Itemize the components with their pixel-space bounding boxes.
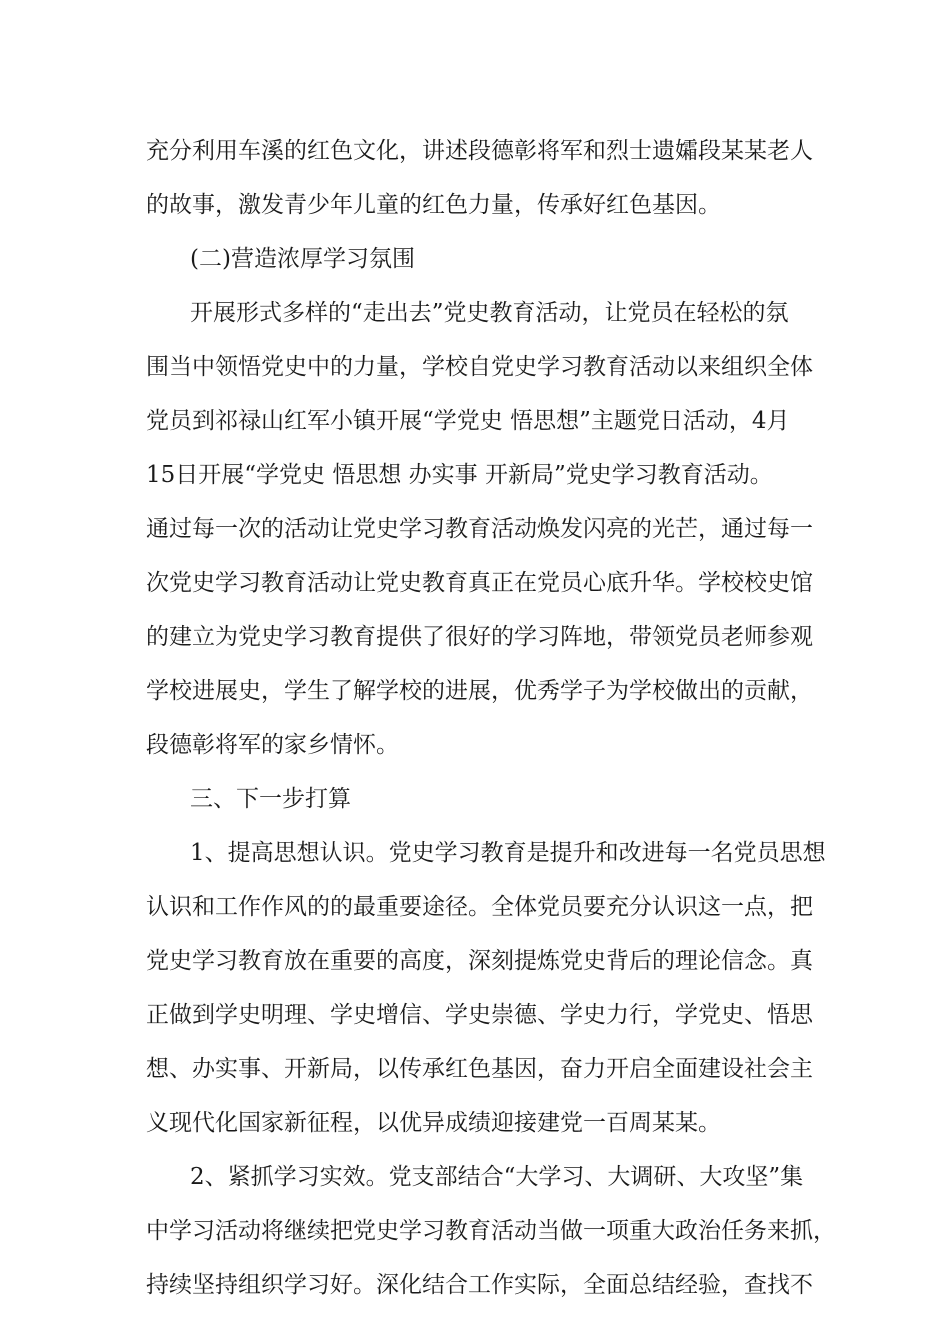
text-line: 学校进展史，学生了解学校的进展，优秀学子为学校做出的贡献， — [146, 678, 813, 704]
text-line: 义现代化国家新征程，以优异成绩迎接建党一百周某某。 — [146, 1110, 721, 1136]
text-line: 认识和工作作风的的最重要途径。全体党员要充分认识这一点，把 — [146, 894, 813, 920]
section-heading: 三、下一步打算 — [190, 786, 351, 812]
text-line: 持续坚持组织学习好。深化结合工作实际，全面总结经验，查找不 — [146, 1272, 813, 1298]
text-line: 中学习活动将继续把党史学习教育活动当做一项重大政治任务来抓， — [146, 1218, 836, 1244]
text-line: 党史学习教育放在重要的高度，深刻提炼党史背后的理论信念。真 — [146, 948, 813, 974]
text-line: 党员到祁禄山红军小镇开展“学党史 悟思想”主题党日活动，4月 — [146, 408, 790, 434]
text-line: 想、办实事、开新局，以传承红色基因，奋力开启全面建设社会主 — [146, 1056, 813, 1082]
text-line: 段德彰将军的家乡情怀。 — [146, 732, 399, 758]
text-line: 的故事，激发青少年儿童的红色力量，传承好红色基因。 — [146, 192, 721, 218]
text-line: 15日开展“学党史 悟思想 办实事 开新局”党史学习教育活动。 — [146, 462, 773, 488]
text-line: 次党史学习教育活动让党史教育真正在党员心底升华。学校校史馆 — [146, 570, 813, 596]
text-line: 充分利用车溪的红色文化，讲述段德彰将军和烈士遗孀段某某老人 — [146, 138, 813, 164]
text-line: 围当中领悟党史中的力量，学校自党史学习教育活动以来组织全体 — [146, 354, 813, 380]
text-line: 通过每一次的活动让党史学习教育活动焕发闪亮的光芒，通过每一 — [146, 516, 813, 542]
text-line: 正做到学史明理、学史增信、学史崇德、学史力行，学党史、悟思 — [146, 1002, 813, 1028]
text-line: 开展形式多样的“走出去”党史教育活动，让党员在轻松的氛 — [190, 300, 789, 326]
text-line: 的建立为党史学习教育提供了很好的学习阵地，带领党员老师参观 — [146, 624, 813, 650]
text-line: 2、紧抓学习实效。党支部结合“大学习、大调研、大攻坚”集 — [190, 1164, 804, 1190]
text-line: 1、提高思想认识。党史学习教育是提升和改进每一名党员思想 — [190, 840, 826, 866]
section-heading: (二)营造浓厚学习氛围 — [190, 246, 415, 272]
